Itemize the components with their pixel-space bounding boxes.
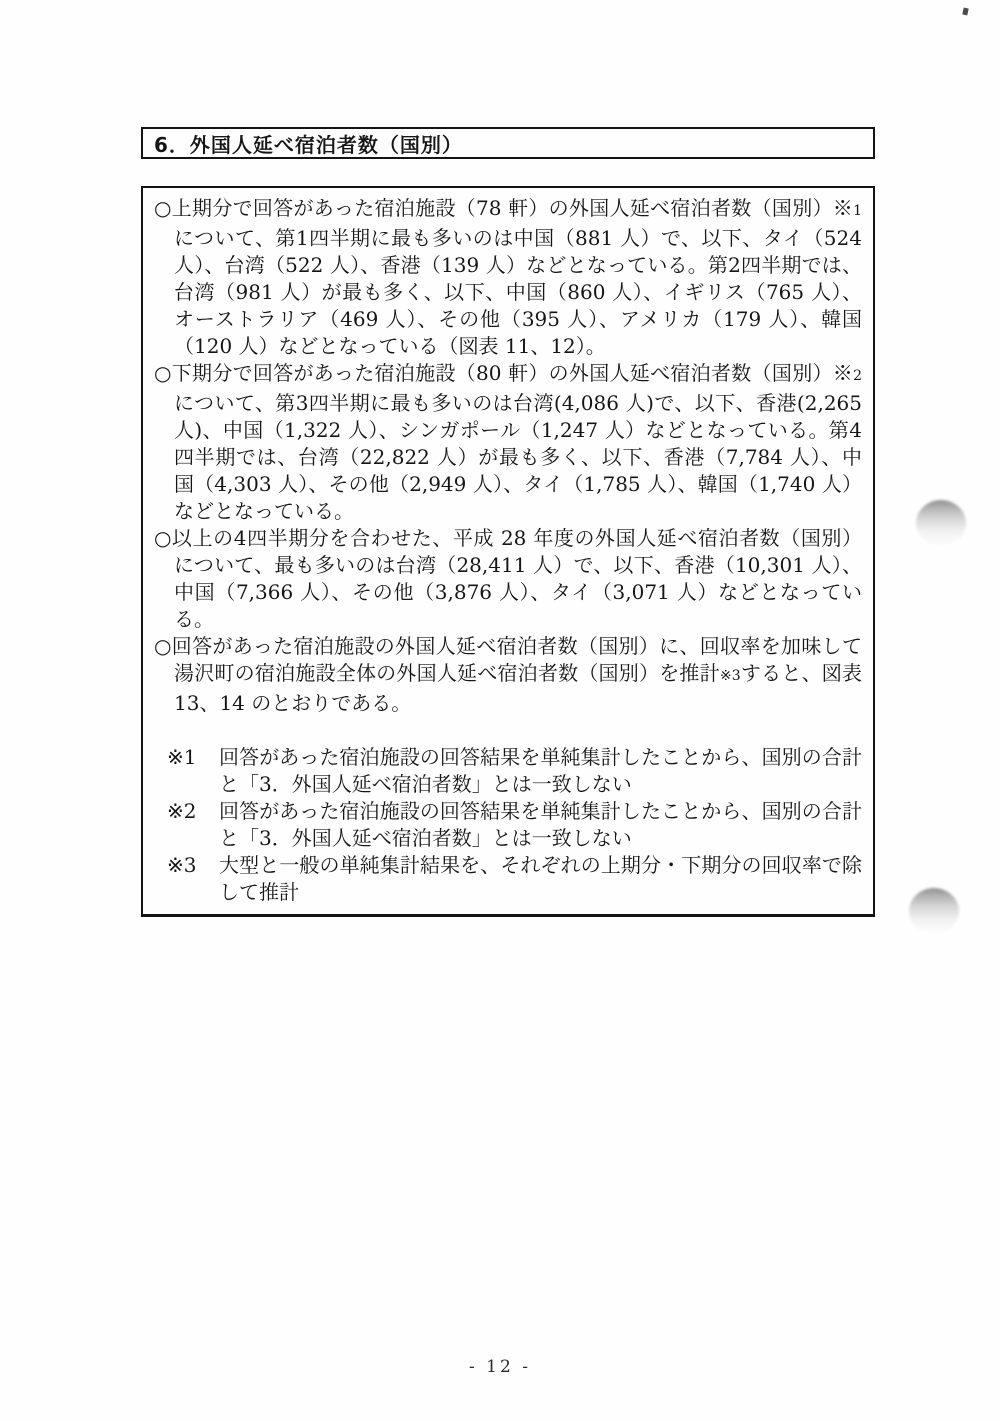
- bullet-text-before: 回答があった宿泊施設の外国人延べ宿泊者数（国別）に、回収率を加味して湯沢町の宿泊施設全体の外国人延べ宿泊者数（国別）を推計: [171, 634, 862, 685]
- footnote-item-3: [167, 852, 862, 906]
- footnote-ref-3: ※3: [719, 668, 741, 684]
- footnote-text: 大型と一般の単純集計結果を、それぞれの上期分・下期分の回収率で除して推計: [219, 853, 862, 904]
- section-title-box: [141, 127, 875, 159]
- bullet-paragraph-1: [154, 195, 862, 360]
- bullet-marker: ○: [154, 526, 173, 550]
- page-number: - 12 -: [469, 1357, 531, 1377]
- bullet-paragraph-2: [154, 360, 862, 525]
- footnote-label: ※1: [167, 745, 197, 769]
- footnote-item-1: [167, 744, 862, 798]
- bullet-text-after: すると、図表 13、14 のとおりである。: [174, 661, 863, 715]
- content-box: [141, 186, 875, 917]
- footnote-item-2: [167, 798, 862, 852]
- footnote-label: ※2: [167, 799, 197, 823]
- bullet-text-after: について、第3四半期に最も多いのは台湾(4,086 人)で、以下、香港(2,265 人)、中国（1,322 人）、シンガポール（1,247 人）などとなっている。第4四半期では、台湾（22,822 人）が最も多く、以下、香港（7,784 人）、中国（4,303 人）、その他（2,949 人）、タイ（1,785 人）、韓国（1,740 人）などとなっている。: [174, 391, 862, 523]
- bullet-text-before: 上期分で回答があった宿泊施設（78 軒）の外国人延べ宿泊者数（国別）※: [171, 196, 854, 220]
- bullet-marker: ○: [154, 196, 172, 220]
- section-title: 6．外国人延べ宿泊者数（国別）: [154, 132, 463, 157]
- bullet-text-before: 下期分で回答があった宿泊施設（80 軒）の外国人延べ宿泊者数（国別）※: [171, 361, 854, 385]
- footnote-label: ※3: [167, 853, 197, 877]
- scan-speck-artifact: [962, 8, 968, 16]
- bullet-paragraph-3: [154, 525, 862, 633]
- scan-smudge-artifact: [916, 500, 966, 546]
- footnote-ref-2: 2: [853, 368, 862, 384]
- bullet-marker: ○: [154, 361, 172, 385]
- bullet-marker: ○: [154, 634, 172, 658]
- footnote-ref-1: 1: [853, 203, 862, 219]
- footnote-text: 回答があった宿泊施設の回答結果を単純集計したことから、国別の合計と「3．外国人延べ宿泊者数」とは一致しない: [219, 745, 862, 796]
- bullet-text-after: について、第1四半期に最も多いのは中国（881 人）で、以下、タイ（524 人）、台湾（522 人）、香港（139 人）などとなっている。第2四半期では、台湾（981 人）が最も多く、以下、中国（860 人）、イギリス（765 人）、オーストラリア（469 人）、その他（395 人）、アメリカ（179 人）、韓国（120 人）などとなっている（図表 11、12）。: [174, 226, 862, 358]
- bullet-text-before: 以上の4四半期分を合わせた、平成 28 年度の外国人延べ宿泊者数（国別）について、最も多いのは台湾（28,411 人）で、以下、香港（10,301 人）、中国（7,366 人）、その他（3,876 人）、タイ（3,071 人）などとなっている。: [172, 526, 862, 631]
- scan-smudge-artifact: [909, 888, 959, 934]
- bullet-paragraph-4: [154, 633, 862, 717]
- footnotes-block: [154, 744, 862, 906]
- footnote-text: 回答があった宿泊施設の回答結果を単純集計したことから、国別の合計と「3．外国人延べ宿泊者数」とは一致しない: [219, 799, 862, 850]
